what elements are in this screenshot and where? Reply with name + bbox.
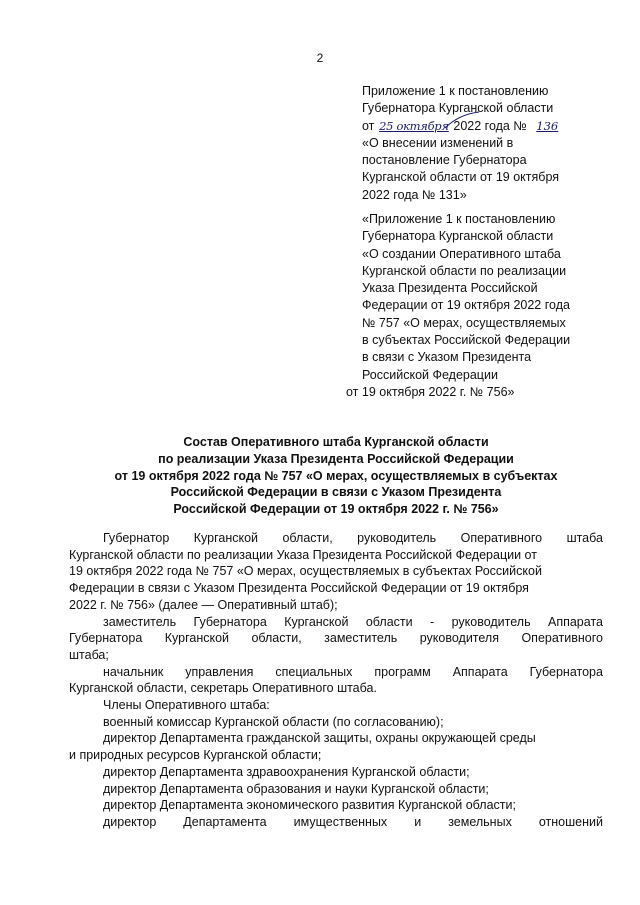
word: Курганской	[284, 614, 349, 629]
text-line: директор Департамента гражданской защиты, охраны окружающей среды	[103, 731, 536, 746]
text-line: директор Департамента здравоохранения Курганской области;	[103, 764, 470, 779]
word: отношений	[538, 814, 603, 829]
title-line: Российской Федерации в связи с Указом Президента	[170, 485, 502, 500]
text-line: директор Департамента экономического развития Курганской области;	[103, 798, 516, 813]
date-suffix: 2022 года №	[453, 118, 527, 133]
word: руководителя	[419, 631, 499, 646]
appendix-1-header	[362, 83, 610, 204]
paragraph-member	[69, 797, 603, 814]
word: Губернатора	[529, 664, 603, 679]
appendix-1-line: Губернатора Курганской области	[362, 101, 554, 116]
word: Курганской	[193, 531, 259, 545]
appendix-1-line: 2022 года № 131»	[362, 187, 467, 202]
paragraph-secretary	[69, 664, 603, 697]
word: земельных	[448, 814, 512, 829]
appendix-2-line: № 757 «О мерах, осуществляемых	[362, 315, 566, 330]
title-line: от 19 октября 2022 года № 757 «О мерах, осуществляемых в субъектах	[114, 468, 558, 483]
paragraph-member	[69, 714, 603, 731]
word: специальных	[275, 664, 353, 679]
appendix-2-line: «Приложение 1 к постановлению	[362, 212, 556, 226]
word: директор	[103, 814, 157, 829]
word: программ	[374, 664, 431, 679]
word: заместитель	[324, 631, 398, 646]
appendix-1-line: «О внесении изменений в	[362, 135, 514, 150]
appendix-2-line: от 19 октября 2022 г. № 756»	[346, 384, 515, 399]
date-prefix: от	[362, 118, 375, 133]
appendix-2-line: Российской Федерации	[362, 367, 498, 382]
appendix-2-line: «О создании Оперативного штаба	[362, 246, 561, 261]
text-line: и природных ресурсов Курганской области;	[69, 748, 322, 763]
document-body	[69, 530, 603, 831]
word: Губернатора	[193, 614, 267, 629]
justified-line	[69, 530, 603, 547]
appendix-1-line: Приложение 1 к постановлению	[362, 84, 549, 98]
word: Курганской	[164, 631, 230, 646]
word: руководитель	[451, 614, 531, 629]
word: Оперативного	[521, 631, 603, 646]
title-line: по реализации Указа Президента Российской Федерации	[158, 451, 514, 466]
paragraph-member	[69, 764, 603, 781]
word: Аппарата	[452, 664, 508, 679]
word: области	[365, 614, 413, 629]
word: штаба	[566, 531, 603, 545]
word: Департамента	[183, 814, 267, 829]
title-line: Российской Федерации от 19 октября 2022 г. № 756»	[173, 502, 499, 517]
justified-line	[69, 614, 603, 631]
handwritten-number: 136	[536, 118, 559, 133]
appendix-2-line: в связи с Указом Президента	[362, 350, 532, 365]
text-line: 2022 г. № 756» (далее — Оперативный штаб);	[69, 597, 338, 612]
paragraph-member	[69, 781, 603, 798]
word: -	[430, 614, 435, 629]
justified-line	[69, 664, 603, 681]
text-line: Курганской области, секретарь Оперативного штаба.	[69, 681, 377, 696]
word: руководитель	[357, 531, 437, 545]
text-line: штаба;	[69, 647, 109, 662]
text-line: Федерации в связи с Указом Президента Российской Федерации от 19 октября	[69, 581, 529, 596]
justified-line	[69, 814, 603, 831]
appendix-2-line: Указа Президента Российской	[362, 281, 538, 296]
appendix-2-line: в субъектах Российской Федерации	[362, 333, 571, 348]
text-line: директор Департамента образования и науки Курганской области;	[103, 781, 489, 796]
word: заместитель	[103, 614, 177, 629]
word: и	[414, 814, 422, 829]
word: Губернатора	[69, 631, 143, 646]
paragraph-member	[69, 730, 603, 763]
appendix-2-line: Федерации от 19 октября 2022 года	[362, 298, 570, 313]
text-line: 19 октября 2022 года № 757 «О мерах, осуществляемых в субъектах Российской	[69, 564, 542, 579]
page-number: 2	[316, 51, 324, 65]
paragraph-member	[69, 814, 603, 831]
appendix-2-line: Курганской области по реализации	[362, 263, 567, 278]
document-title	[60, 434, 612, 518]
text-line: Члены Оперативного штаба:	[103, 698, 270, 713]
appendix-1-line: Курганской области от 19 октября	[362, 170, 560, 185]
appendix-2-header	[346, 211, 610, 401]
word: Аппарата	[547, 614, 603, 629]
appendix-1-date-line	[362, 118, 610, 135]
paragraph-deputy-governor	[69, 614, 603, 664]
word: начальник	[103, 664, 164, 679]
word: области,	[251, 631, 302, 646]
paragraph-members-heading	[69, 697, 603, 714]
word: Оперативного	[460, 531, 543, 545]
handwriting-stroke	[443, 110, 481, 130]
text-line: военный комиссар Курганской области (по согласованию);	[103, 714, 444, 729]
word: имущественных	[293, 814, 388, 829]
word: Губернатор	[103, 531, 170, 545]
handwritten-date: 25 октября	[379, 118, 449, 133]
paragraph-governor	[69, 530, 603, 614]
title-line: Состав Оперативного штаба Курганской области	[183, 435, 489, 449]
appendix-2-line: Губернатора Курганской области	[362, 229, 554, 244]
appendix-1-line: постановление Губернатора	[362, 153, 527, 168]
word: управления	[185, 664, 254, 679]
text-line: Курганской области по реализации Указа Президента Российской Федерации от	[69, 547, 537, 562]
word: области,	[282, 531, 333, 545]
justified-line	[69, 630, 603, 647]
